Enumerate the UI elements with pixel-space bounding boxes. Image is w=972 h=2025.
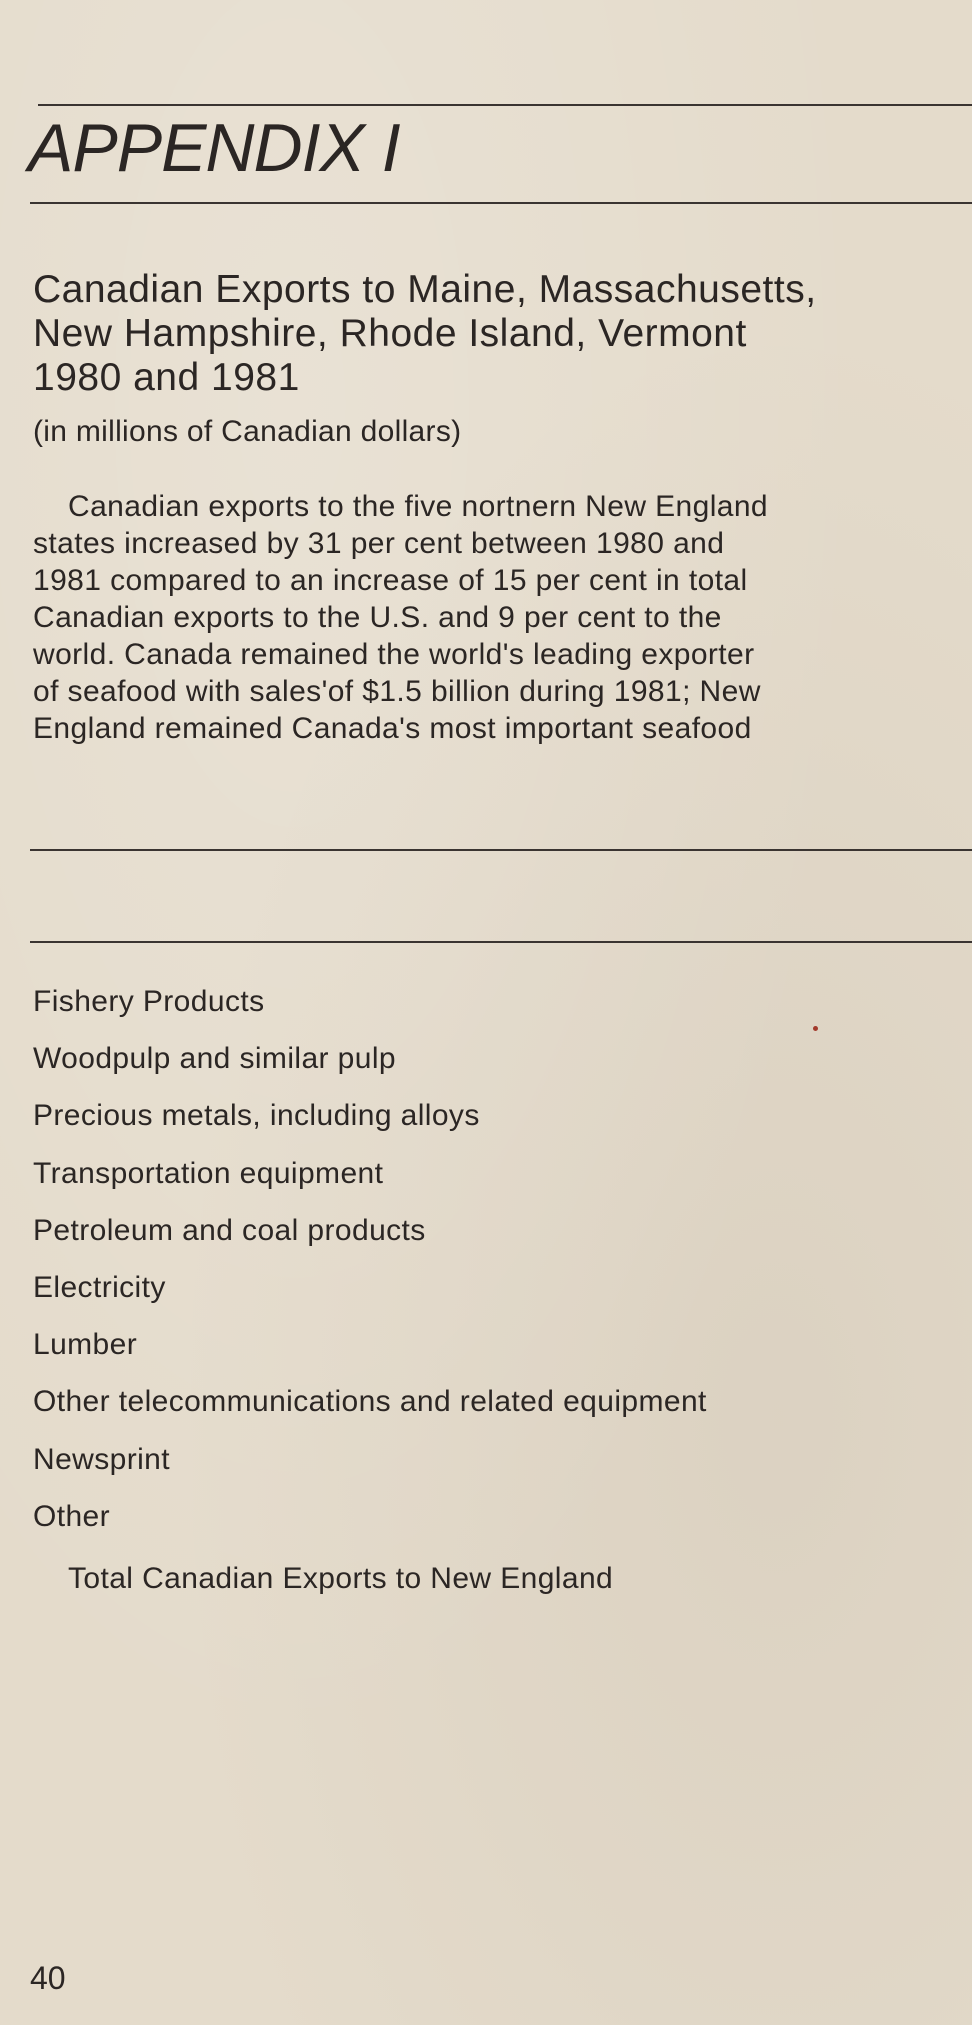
- total-exports-label: Total Canadian Exports to New England: [68, 1562, 614, 1595]
- product-row: Lumber: [33, 1328, 138, 1362]
- product-row: Transportation equipment: [33, 1156, 384, 1190]
- table-top-rule: [30, 849, 972, 851]
- export-product-list: [33, 981, 707, 1553]
- intro-paragraph: [33, 488, 963, 747]
- appendix-title: APPENDIX I: [28, 110, 400, 186]
- paragraph-line-4: Canadian exports to the U.S. and 9 per cent to the: [33, 601, 722, 634]
- heading-line-2: New Hampshire, Rhode Island, Vermont: [33, 312, 747, 355]
- heading-line-1: Canadian Exports to Maine, Massachusetts,: [33, 268, 817, 311]
- heading-line-3: 1980 and 1981: [33, 356, 300, 399]
- paragraph-line-7: England remained Canada's most important seafood: [33, 712, 752, 745]
- product-row: Petroleum and coal products: [33, 1213, 426, 1247]
- title-underline-rule: [30, 202, 972, 204]
- product-row: Newsprint: [33, 1442, 170, 1476]
- product-row: Electricity: [33, 1270, 166, 1304]
- section-heading: [33, 268, 963, 400]
- paragraph-line-1: Canadian exports to the five nortnern New England: [68, 490, 769, 523]
- paragraph-line-2: states increased by 31 per cent between 1980 and: [33, 527, 725, 560]
- product-row: Other: [33, 1499, 111, 1533]
- table-header-rule: [30, 941, 972, 943]
- paragraph-line-3: 1981 compared to an increase of 15 per cent in total: [33, 564, 748, 597]
- ink-speck: [813, 1026, 818, 1031]
- units-note: (in millions of Canadian dollars): [33, 415, 462, 448]
- paragraph-line-6: of seafood with sales'of $1.5 billion during 1981; New: [33, 675, 761, 708]
- product-row: Precious metals, including alloys: [33, 1099, 480, 1133]
- product-row: Other telecommunications and related equipment: [33, 1385, 707, 1419]
- top-rule: [38, 104, 972, 106]
- paragraph-line-5: world. Canada remained the world's leading exporter: [33, 638, 755, 671]
- page-number: 40: [30, 1960, 66, 1996]
- product-row: Fishery Products: [33, 985, 265, 1018]
- product-row: Woodpulp and similar pulp: [33, 1042, 396, 1076]
